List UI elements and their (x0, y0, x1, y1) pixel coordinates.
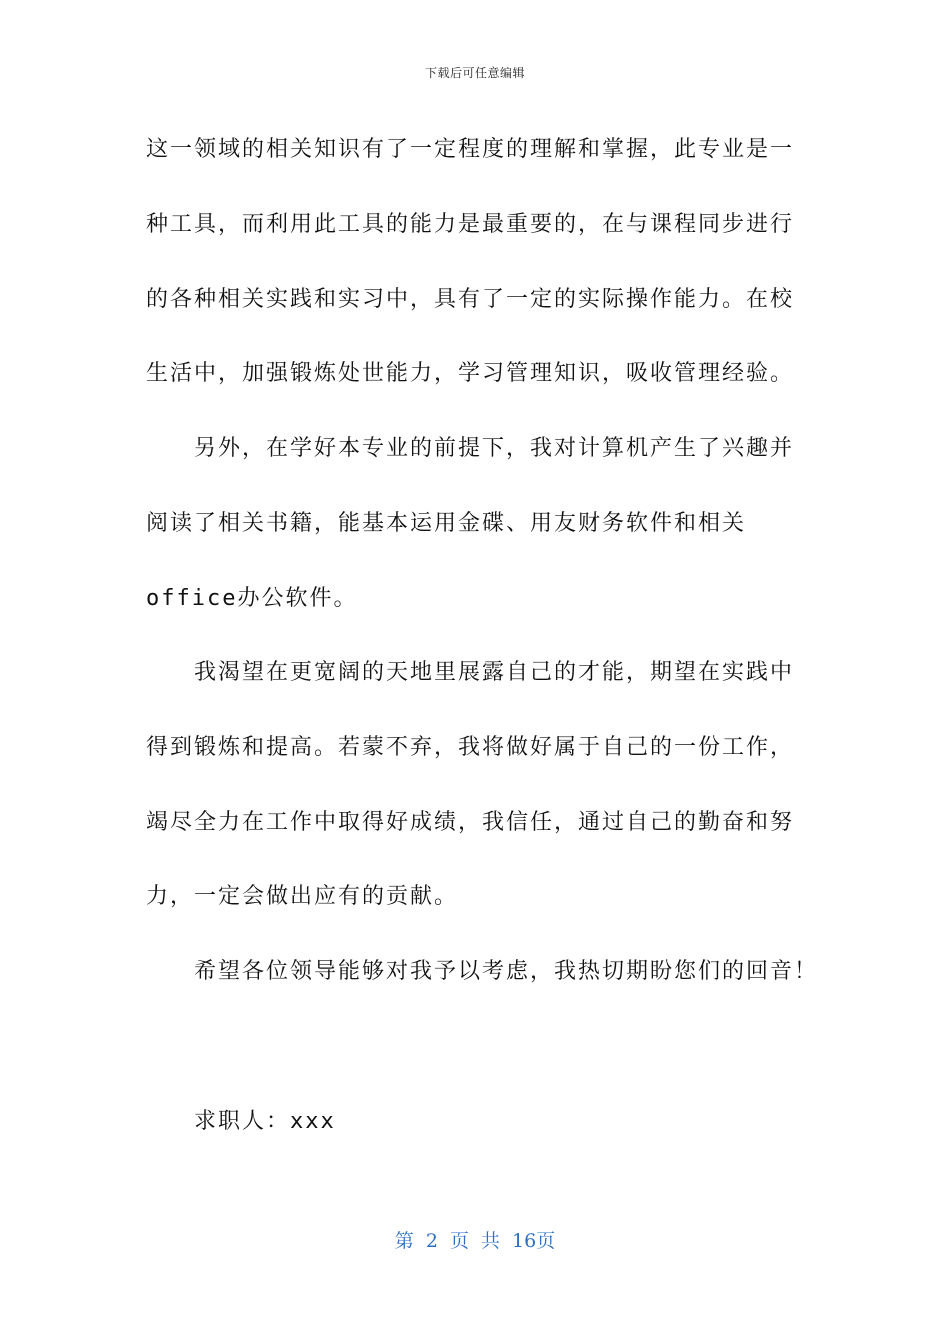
paragraph-first-line: 希望各位领导能够对我予以考虑，我热切期盼您们的回音！ (194, 959, 819, 984)
body-line: 力，一定会做出应有的贡献。 (146, 884, 459, 909)
paragraph-first-line: 我渴望在更宽阔的天地里展露自己的才能，期望在实践中 (194, 660, 795, 685)
page-number: 第 2 页 共 16页 (394, 1230, 556, 1252)
body-line: 阅读了相关书籍，能基本运用金碟、用友财务软件和相关 (146, 511, 747, 536)
body-line: 的各种相关实践和实习中，具有了一定的实际操作能力。在校 (146, 287, 795, 312)
body-line: 种工具，而利用此工具的能力是最重要的，在与课程同步进行 (146, 212, 795, 237)
body-line: office办公软件。 (146, 586, 358, 611)
body-line: 这一领域的相关知识有了一定程度的理解和掌握，此专业是一 (146, 137, 795, 162)
body-line: 竭尽全力在工作中取得好成绩，我信任，通过自己的勤奋和努 (146, 810, 795, 835)
paragraph-first-line: 另外，在学好本专业的前提下，我对计算机产生了兴趣并 (194, 436, 795, 461)
body-line: 生活中，加强锻炼处世能力，学习管理知识，吸收管理经验。 (146, 361, 795, 386)
body-line: 得到锻炼和提高。若蒙不弃，我将做好属于自己的一份工作， (146, 735, 795, 760)
page-header: 下载后可任意编辑 (424, 66, 525, 80)
signature: 求职人：xxx (194, 1109, 336, 1134)
